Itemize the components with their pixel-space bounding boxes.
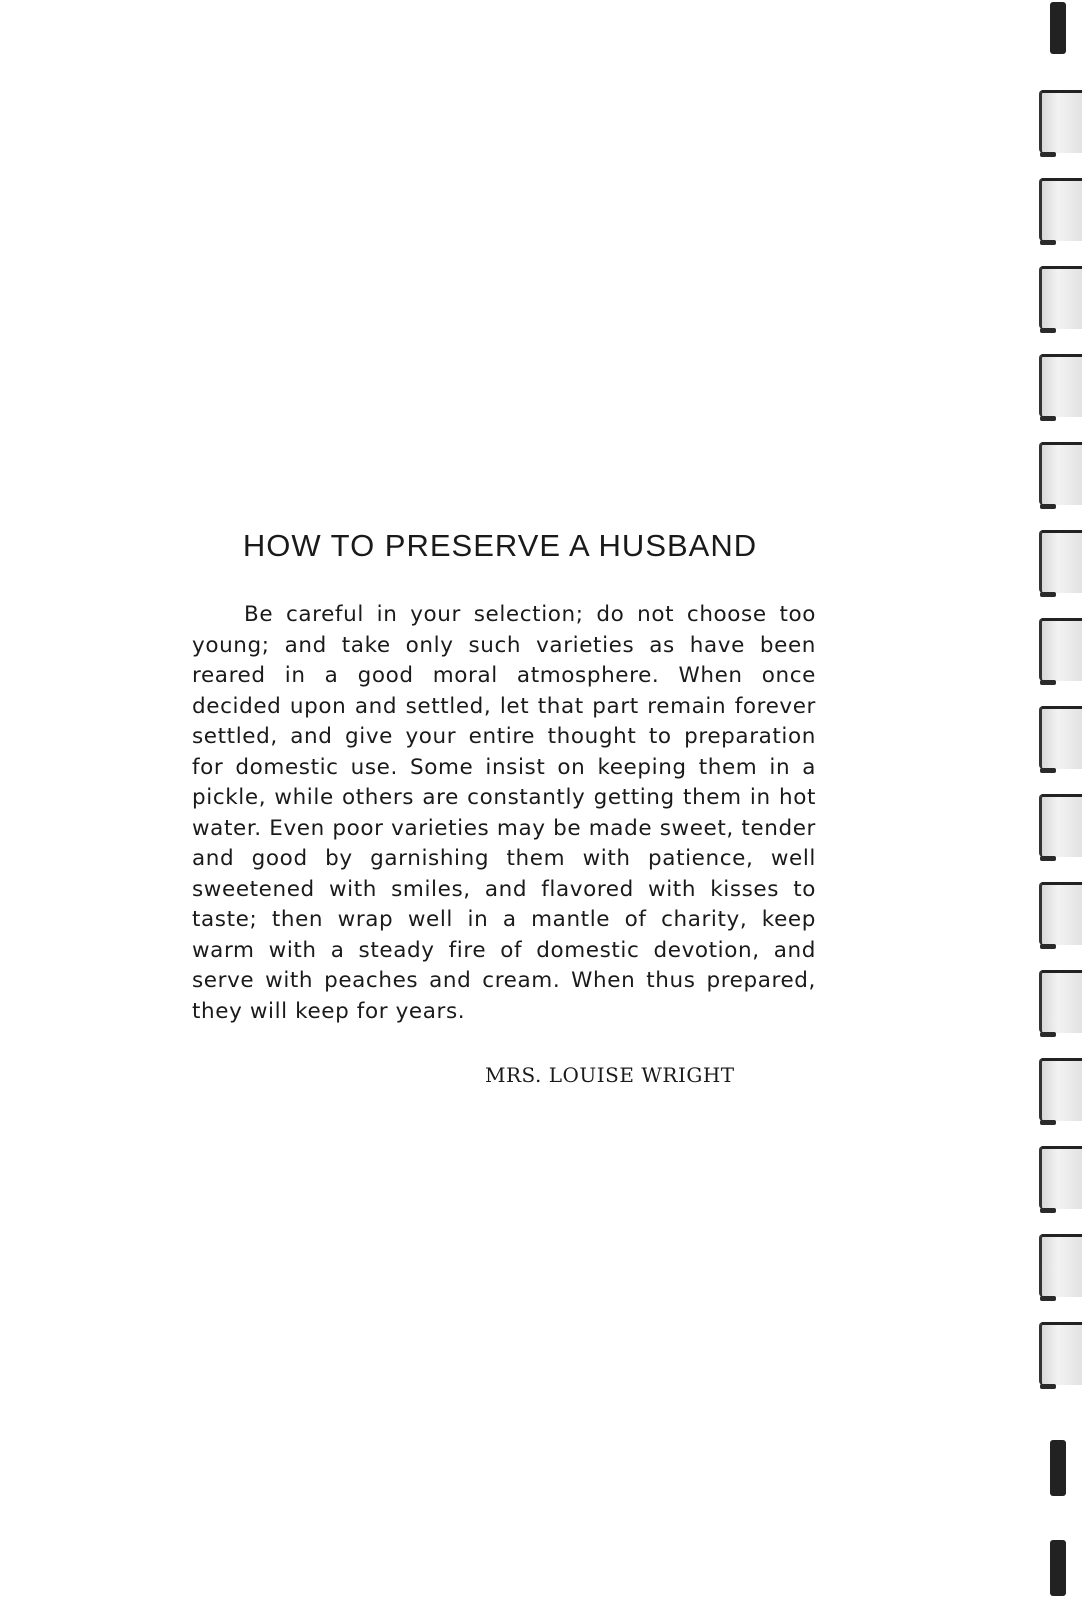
binding-ring xyxy=(1039,882,1082,945)
binding-ring xyxy=(1039,354,1082,417)
binding-ring xyxy=(1039,178,1082,241)
binding-ring xyxy=(1039,706,1082,769)
binding-ring xyxy=(1039,266,1082,329)
binding-ring xyxy=(1039,618,1082,681)
binding-ring xyxy=(1039,442,1082,505)
binding-ring xyxy=(1039,530,1082,593)
spiral-binding-icon xyxy=(1032,0,1082,1600)
binding-ring xyxy=(1050,1440,1066,1496)
binding-ring xyxy=(1039,970,1082,1033)
binding-ring xyxy=(1039,1058,1082,1121)
binding-ring xyxy=(1039,1146,1082,1209)
page-title: HOW TO PRESERVE A HUSBAND xyxy=(242,528,758,563)
author-signature: MRS. LOUISE WRIGHT xyxy=(485,1063,735,1087)
recipe-paragraph: Be careful in your selection; do not choose too young; and take only such varieties as have been reared in a good moral atmosphere. When once decided upon and settled, let that part remain forever settled, and give your entire thought to preparation for domestic use. Some insist on keeping them in a pickle, while others are constantly getting them in hot water. Even poor varieties may be made sweet, tender and good by garnishing them with patience, well sweetened with smiles, and flavored with kisses to taste; then wrap well in a mantle of charity, keep warm with a steady fire of domestic devotion, and serve with peaches and cream. When thus prepared, they will keep for years. xyxy=(192,602,816,1024)
binding-ring xyxy=(1039,1234,1082,1297)
binding-ring xyxy=(1050,1540,1066,1596)
binding-ring xyxy=(1039,90,1082,153)
binding-ring xyxy=(1039,1322,1082,1385)
binding-ring xyxy=(1039,794,1082,857)
binding-ring xyxy=(1050,2,1066,54)
